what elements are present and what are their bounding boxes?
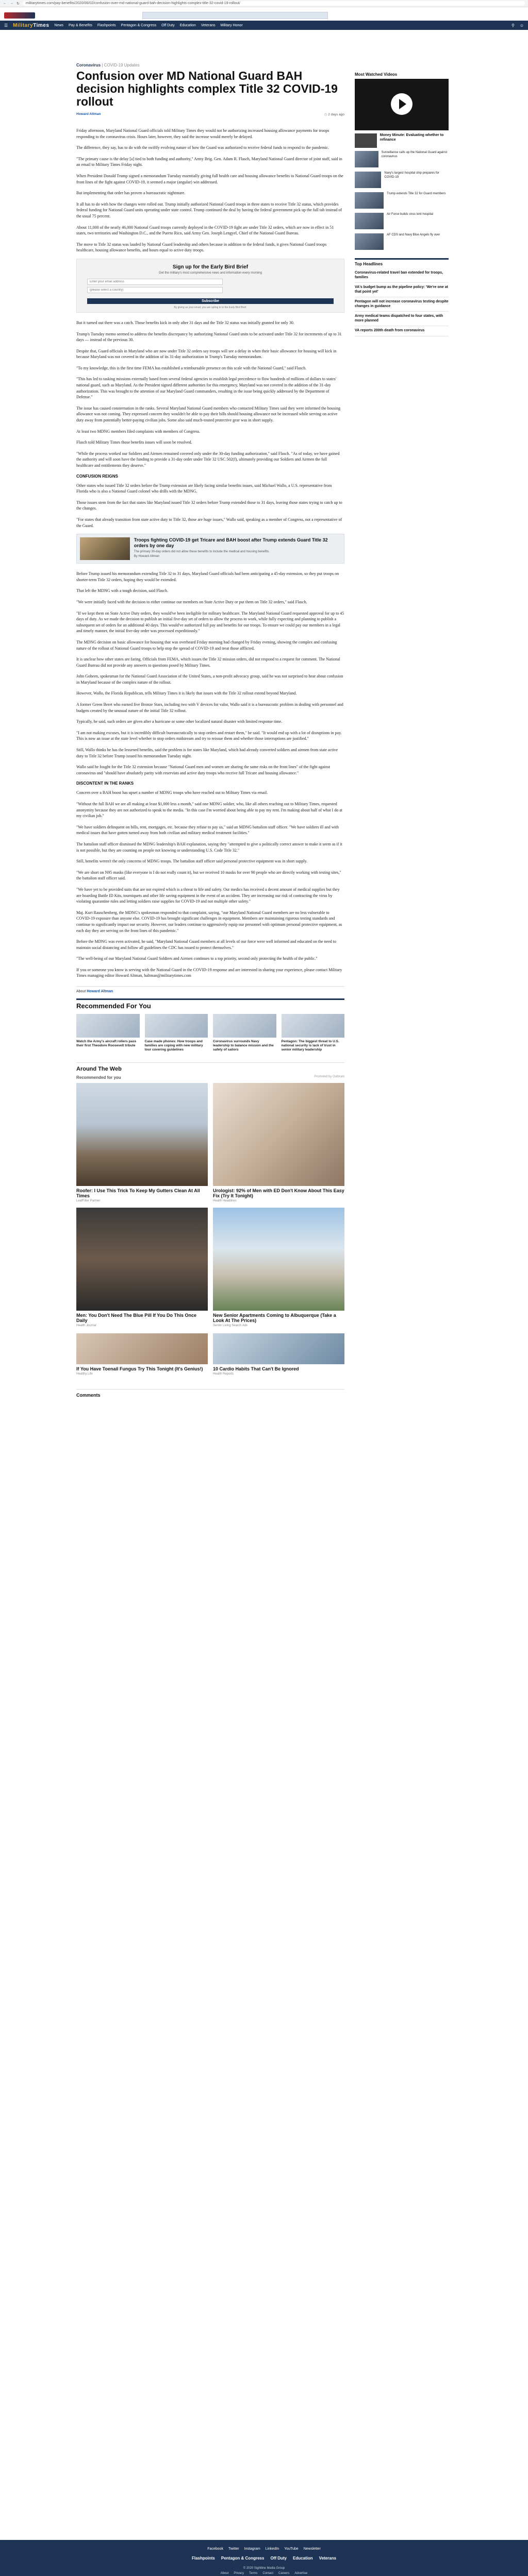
main-video-title[interactable]: Money Minute: Evaluating whether to refinance xyxy=(380,133,444,142)
publish-date-text: 2 days ago xyxy=(328,113,344,116)
copyright: © 2020 Sightline Media Group xyxy=(243,2567,285,2570)
about-author-link[interactable]: Howard Altman xyxy=(87,990,113,994)
video-list-item[interactable] xyxy=(355,192,449,209)
sponsored-title[interactable]: 10 Cardio Habits That Can't Be Ignored xyxy=(213,1366,299,1372)
footer-link-terms[interactable]: Terms xyxy=(249,2572,258,2575)
outbrain-label[interactable]: Promoted by Outbrain xyxy=(314,1075,344,1079)
article-paragraph: "While the process worked our Soldiers and Airmen remained covered only under the 30-day funding authorization," said Flasch. "As of today, we have gained the authority and will soon have the funding to provide a 31-day order under Title 32 USC 502(f), ultimately providing our Soldiers and Airmen the full healthcare and entitlements they deserve." xyxy=(76,451,340,468)
menu-icon[interactable]: ☰ xyxy=(4,23,8,28)
article-paragraph: "If we kept them on State Active Duty orders, they would've been ineligible for military healthcare. The Maryland National Guard requested approval for up to 45 days of duty. As we made the decision to publish an initial five-day set of orders to allow the process to work, while fully expecting and planning to publish a subsequent set of orders for an additional 40 days. This would've authorized full pay and benefits for our troops. To ensure we could pay our members in a legal and timely manner, the initial five-day order was processed expeditiously." xyxy=(76,611,344,634)
category-sub: | COVID-19 Updates xyxy=(102,63,140,67)
video-thumbnail[interactable] xyxy=(355,233,384,250)
main-video-thumbnail[interactable] xyxy=(355,133,377,148)
article-paragraph: Still, benefits weren't the only concerns of MDNG troops. The battalion staff officer said personal protective equipment was in short supply. xyxy=(76,859,308,864)
nav-item-military-honor[interactable]: Military Honor xyxy=(220,23,243,27)
article-paragraph: A former Green Beret who earned five Bronze Stars, including two with V devices for valor, Wallo said it is a bureaucratic problem in dealing with personnel and budgets created by the unusual nature of the initial Title 32 rollout. xyxy=(76,702,343,713)
footer-social-instagram[interactable]: Instagram xyxy=(244,2547,260,2551)
article-body-a xyxy=(76,128,344,253)
related-author: By Howard Altman xyxy=(134,555,160,558)
article-paragraph: Typically, he said, such orders are given after a hurricane or some other localized natural disaster with limited response time. xyxy=(76,719,283,724)
article-category[interactable] xyxy=(76,63,344,67)
video-title[interactable]: Trump extends Title 32 for Guard members xyxy=(387,192,446,195)
sponsored-source: Healthy Life xyxy=(76,1372,93,1376)
user-icon[interactable]: ☺ xyxy=(519,23,524,28)
around-the-web-heading: Around The Web xyxy=(76,1062,344,1072)
sponsored-item[interactable] xyxy=(213,1083,344,1202)
related-title[interactable]: Troops fighting COVID-19 get Tricare and BAH boost after Trump extends Guard Title 32 orders by one day xyxy=(134,537,328,549)
footer-social xyxy=(0,2540,528,2551)
nav-item-pay-benefits[interactable]: Pay & Benefits xyxy=(68,23,92,27)
recommended-caption[interactable]: Coronavirus surrounds Navy leadership to balance mission and the safety of sailors xyxy=(213,1040,274,1052)
sponsored-grid-2 xyxy=(76,1208,344,1327)
main-navigation xyxy=(0,21,528,30)
headline-item[interactable]: VA reports 200th death from coronavirus xyxy=(355,326,449,336)
video-thumbnail[interactable] xyxy=(355,151,378,167)
sponsored-title[interactable]: Urologist: 92% of Men with ED Don't Know About This Easy Fix (Try It Tonight) xyxy=(213,1188,344,1199)
article-paragraph: At least two MDNG members filed complaints with members of Congress. xyxy=(76,429,201,434)
sponsored-item[interactable] xyxy=(76,1083,208,1202)
footer-social-twitter[interactable]: Twitter xyxy=(228,2547,239,2551)
reload-icon[interactable]: ↻ xyxy=(16,2,20,6)
logo-part-a: Military xyxy=(13,22,34,28)
article-paragraph: However, Wallo, the Florida Republican, tells Military Times it is likely that issues with the Title 32 rollout extend beyond Maryland. xyxy=(76,691,297,696)
sponsored-image[interactable] xyxy=(76,1333,208,1364)
category-label[interactable]: Coronavirus xyxy=(76,63,101,67)
section-heading-discontent: DISCONTENT IN THE RANKS xyxy=(76,781,134,786)
article-paragraph: "We are short on N95 masks (like everyone is I do not really count it), but we received 10 masks for over 90 people who are directly working with testing sites," the battalion staff officer said. xyxy=(76,870,341,881)
back-icon[interactable]: ← xyxy=(3,2,7,5)
related-article-card[interactable] xyxy=(76,534,344,564)
article-paragraph: Concern over a BAH boost has upset a number of MDNG troops who have reached out to Military Times via email. xyxy=(76,790,268,795)
main-video-info[interactable] xyxy=(355,133,449,148)
browser-bar xyxy=(0,0,528,7)
article-paragraph: If you or someone you know is serving with the National Guard in the COVID-19 response and are interested in sharing your experience, please contact Military Times managing editor Howard Altman, haltman@militarytimes.com xyxy=(76,967,342,978)
address-bar[interactable]: militarytimes.com/pay-benefits/2020/06/02/confusion-over-md-national-guard-bah-decision-highlights-complex-title-32-covid-19-rollout/ xyxy=(23,1,525,6)
article-paragraph: "I am not making excuses, but it is incredibly difficult bureaucratically to stop orders and restart them," he said. "It would end up with a lot of disruptions in pay. This is now an issue at the state level whether to stop orders midstream and try to reissue them and whether those interruptions are justified." xyxy=(76,730,342,741)
article-body-b xyxy=(76,320,344,469)
sponsored-grid-3 xyxy=(76,1333,344,1376)
search-icon[interactable]: ⚲ xyxy=(511,23,515,28)
sponsored-image[interactable] xyxy=(76,1208,208,1311)
subscribe-button[interactable]: Subscribe xyxy=(87,298,334,304)
article-paragraph: "The primary cause is the delay [a] tied to both funding and authority," Army Brig. Gen. Adam R. Flasch, Maryland National Guard director of joint staff, said in an email to Military Times Friday night. xyxy=(76,156,342,167)
footer-social-linkedin[interactable]: LinkedIn xyxy=(265,2547,279,2551)
most-watched-heading: Most Watched Videos xyxy=(355,72,398,77)
publish-date xyxy=(324,112,344,116)
sponsored-source: Health Headlines xyxy=(213,1199,237,1203)
article-paragraph: But it turned out there was a catch. Those benefits kick in only after 31 days and the Title 32 status was initially granted for only 30. xyxy=(76,320,294,325)
recommended-item[interactable] xyxy=(76,1014,140,1052)
video-thumbnail[interactable] xyxy=(355,192,384,209)
about-label: About xyxy=(76,990,86,994)
article-paragraph: Before the MDNG was even activated, he said, "Maryland National Guard members at all levels of our force were well informed and educated on the need to maintain social distancing and follow all guidelines the CDC has issued to protect themselves." xyxy=(76,939,336,950)
article-paragraph: Those issues stem from the fact that states like Maryland issued Title 32 orders before Trump extended those to 31 days, leaving those states trying to catch up to the changes. xyxy=(76,500,342,511)
sponsored-item[interactable] xyxy=(213,1333,344,1376)
newsletter-terms: By giving us your email, you are opting in to the Early Bird Brief. xyxy=(174,306,247,309)
article-paragraph: "This has led to tasking missions externally based from several federal agencies to establish legal precedence to flow hundreds of millions of dollars to states' national guard, such as Maryland. As the President signed different authorities for this emergency, Maryland was not covered in the addition of the 31-day authorization. This was brought to the attention of our Maryland Guard commanders, resulting in the issue being quickly addressed by the Department of Defense." xyxy=(76,377,337,400)
article-paragraph: The difference, they say, has to do with the swiftly evolving nature of how the Guard was authorized to receive federal funds to respond to the pandemic. xyxy=(76,145,329,150)
logo-part-b: Times xyxy=(33,22,50,28)
footer-links xyxy=(0,2570,528,2575)
top-headlines xyxy=(355,258,449,336)
footer-social-facebook[interactable]: Facebook xyxy=(207,2547,223,2551)
site-footer xyxy=(0,2540,528,2576)
video-list-item[interactable] xyxy=(355,233,449,250)
masthead xyxy=(0,11,528,20)
nav-item-veterans[interactable]: Veterans xyxy=(201,23,216,27)
sponsored-source: Health Reports xyxy=(213,1372,234,1376)
video-title[interactable]: AF CDS and Navy Blue Angels fly over xyxy=(387,233,440,236)
article-paragraph: "For states that already transition from state active duty to Title 32, those are huge issues," Wallo said, speaking as a member of Congress, not a representative of the Guard. xyxy=(76,517,342,528)
article-paragraph: "We were initially faced with the decision to either continue our members on State Active Duty or put them on Title 32 orders," said Flasch. xyxy=(76,599,307,604)
recommended-heading: Recommended For You xyxy=(76,998,344,1010)
footer-link-careers[interactable]: Careers xyxy=(278,2572,290,2575)
article-paragraph: "To my knowledge, this is the first time FEMA has established a reimbursable presence on this scale with the National Guard," said Flasch. xyxy=(76,365,307,370)
nav-item-education[interactable]: Education xyxy=(179,23,196,27)
sponsored-grid-1 xyxy=(76,1083,344,1202)
recommended-item[interactable] xyxy=(282,1014,345,1052)
article-paragraph: Flasch told Military Times those benefits issues will soon be resolved. xyxy=(76,440,192,445)
recommended-item[interactable] xyxy=(213,1014,276,1052)
author-name[interactable]: Howard Altman xyxy=(76,112,101,116)
video-player[interactable] xyxy=(355,79,449,130)
footer-link-about[interactable]: About xyxy=(220,2572,229,2575)
article-body-d xyxy=(76,571,344,776)
about-author xyxy=(76,986,344,993)
byline xyxy=(76,112,344,116)
footer-link-veterans[interactable]: Veterans xyxy=(319,2556,337,2561)
article-paragraph: About 11,000 of the nearly 46,000 National Guard troops currently deployed in the COVID-19 fight are under Title 32 orders, which are now in effect in 51 states, two territories and Washington D.C., and the Puerto Rico, said Army Gen. Joseph Lengyel, Chief of the National Guard Bureau. xyxy=(76,225,334,236)
article-paragraph: Maj. Kurt Rauschenberg, the MDNG's spokesman responded to that complaint, saying, "our Maryland National Guard members are no less vulnerable to COVID-19 exposure than anyone else. COVID-19 has brought significant challenges in equipment. Members are maintaining rigorous testing standards and continue to significantly impact our security. However, our leaders continue to aggressively equip our personnel with optimum personal protective equipment, as each day they are serving on the front lines of this pandemic." xyxy=(76,910,342,933)
nav-item-off-duty[interactable]: Off Duty xyxy=(161,23,175,27)
recommended-grid xyxy=(76,1014,344,1052)
forward-icon[interactable]: → xyxy=(10,2,13,5)
recommended-item[interactable] xyxy=(145,1014,208,1052)
nav-item-news[interactable]: News xyxy=(54,23,63,27)
recommended-caption[interactable]: Watch the Army's aircraft rollers pass their first Theodore Roosevelt tribute xyxy=(76,1040,137,1048)
footer-social-newsletter[interactable]: Newsletter xyxy=(303,2547,321,2551)
article-title: Confusion over MD National Guard BAH decision highlights complex Title 32 COVID-19 rollout xyxy=(76,69,338,108)
video-thumbnail[interactable] xyxy=(355,172,381,188)
footer-link-pentagon[interactable]: Pentagon & Congress xyxy=(221,2556,265,2561)
article-paragraph: Friday afternoon, Maryland National Guard officials told Military Times they would not be authorizing increased housing allowance payments for troops responding to the coronavirus crisis. Hours later, however, they said the increase would merely be delayed. xyxy=(76,128,329,139)
newsletter-signup xyxy=(76,259,344,313)
article-paragraph: "The well-being of our Maryland National Guard Soldiers and Airmen continues to a top priority, second only protecting the health of the public." xyxy=(76,956,318,961)
sponsored-item[interactable] xyxy=(76,1208,208,1327)
recommended-caption[interactable]: Pentagon: The biggest threat to U.S. national security is lack of trust in senior military leadership xyxy=(281,1040,339,1052)
newsletter-subtitle: Get the military's most comprehensive news and information every morning xyxy=(159,271,262,275)
article-paragraph: Despite that, Guard officials in Maryland who are now under Title 32 orders say troops will see a delay in when their basic allowance for housing will kick in because Maryland was not covered in the addition of its 31-day authorization in Trump's Tuesday memorandum. xyxy=(76,348,337,360)
footer-link-contact[interactable]: Contact xyxy=(262,2572,274,2575)
sponsored-source: Senior Living Search Ads xyxy=(213,1324,248,1328)
top-ad-banner[interactable] xyxy=(142,12,328,19)
footer-link-off-duty[interactable]: Off Duty xyxy=(270,2556,287,2561)
nav-item-flashpoints[interactable]: Flashpoints xyxy=(97,23,116,27)
comments-heading[interactable]: Comments xyxy=(76,1389,344,1398)
recommended-thumbnail[interactable] xyxy=(145,1014,208,1038)
footer-social-youtube[interactable]: YouTube xyxy=(284,2547,299,2551)
sponsored-title[interactable]: Roofer: I Use This Trick To Keep My Gutters Clean At All Times xyxy=(76,1188,200,1199)
article-paragraph: John Goheen, spokesman for the National Guard Association of the United States, a non-profit advocacy group, said he was not surprised to hear about confusion in Maryland because of the complex nature of the rollout. xyxy=(76,674,343,685)
newsletter-title: Sign up for the Early Bird Brief xyxy=(172,264,249,270)
article-paragraph: That left the MDNG with a tough decision, said Flasch. xyxy=(76,588,168,594)
sponsored-image[interactable] xyxy=(213,1208,344,1311)
related-thumbnail[interactable] xyxy=(80,537,130,560)
sponsored-source: Health Journal xyxy=(76,1324,96,1328)
sponsored-title[interactable]: New Senior Apartments Coming to Albuquerque (Take a Look At The Prices) xyxy=(213,1313,336,1324)
headline-item[interactable]: Coronavirus-related travel ban extended for troops, families xyxy=(355,268,449,283)
article-paragraph: The issue has caused consternation in the ranks. Several Maryland National Guard members who contacted Military Times said they were informed the housing allowance was not coming. They expressed concern they wouldn't be able to pay their bills should housing allowance not be increased while serving on active duty away from potentially better-paying civilian jobs. Some also said much-touted protective gear was in short supply. xyxy=(76,405,341,423)
sponsored-image[interactable] xyxy=(213,1083,344,1186)
footer-link-advertise[interactable]: Advertise xyxy=(294,2572,308,2575)
site-logo[interactable] xyxy=(13,23,49,28)
article-paragraph: Wallo said he fought for the Title 32 extension because "National Guard men and women are sharing the same risks on the front lines" of the fight against coronavirus and "should have absolutely parity with reservists and active duty troops who receive full Tricare and housing allowance." xyxy=(76,765,331,775)
article-paragraph: The battalion staff officer dismissed the MDNG leadership's BAH explanation, saying they "attempted to give a politically correct answer to make it seem as if it is not possible, but they are counting on people not knowing or understanding U.S. Code Title 32." xyxy=(76,841,342,853)
recommended-thumbnail[interactable] xyxy=(282,1014,345,1038)
sponsored-image[interactable] xyxy=(213,1333,344,1364)
article-paragraph: "We have soldiers delinquent on bills, rent, mortgages, etc. because they refuse to pay us," said an MDNG battalion staff officer. "We have soldiers ill and with medical issues that have gotten turned away from both civilian and military medical treatment facilities." xyxy=(76,824,339,836)
footer-link-education[interactable]: Education xyxy=(293,2556,313,2561)
footer-sections xyxy=(0,2551,528,2561)
article-paragraph: "We have yet to be provided suits that are not expired which is a threat to life and safety. Our medics has received a decent amount of medical supplies but they are hoarding Battle ID Kits, tourniquets and other life saving equipment in the event of an accident. They are increasing our risk of contracting the virus by violating quarantine rules and letting soldiers raise supplies for COVID-19 and not multiple other safety." xyxy=(76,887,340,904)
related-text xyxy=(134,537,341,560)
play-icon[interactable] xyxy=(391,93,412,115)
related-subtitle: The primary 30-day orders did not allow these benefits to include the medical and housing benefits. xyxy=(134,550,270,554)
video-list-item[interactable] xyxy=(355,213,449,229)
video-thumbnail[interactable] xyxy=(355,213,384,229)
article-paragraph: Before Trump issued his memorandum extending Title 32 to 31 days, Maryland Guard officials had been anticipating a 45-day extension, so they put troops on shorter-term Title 32 orders, hoping they would be extended. xyxy=(76,571,339,582)
footer-link-privacy[interactable]: Privacy xyxy=(234,2572,244,2575)
article-main xyxy=(76,63,344,1398)
headline-item[interactable]: Army medical teams dispatched to four states, with more planned xyxy=(355,312,449,326)
country-select[interactable] xyxy=(87,287,223,293)
footer-link-flashpoints[interactable]: Flashpoints xyxy=(191,2556,215,2561)
video-title[interactable]: Surveillance calls up the National Guard against coronavirus xyxy=(381,151,448,158)
nav-item-pentagon[interactable]: Pentagon & Congress xyxy=(121,23,157,27)
article-paragraph: It is unclear how other states are faring. Officials from FEMA, which issues the Title 32 mission orders, did not respond to a request for comment. The National Guard Bureau did not provide any answers to questions posed by Military Times. xyxy=(76,657,340,668)
recommended-thumbnail[interactable] xyxy=(76,1014,140,1038)
article-paragraph: The move to Title 32 status was lauded by National Guard leadership and others because in addition to the federal funds, it gives National Guard troops healthcare, housing allowance benefits, and hours equal to active duty troops. xyxy=(76,242,327,253)
sponsored-item[interactable] xyxy=(213,1208,344,1327)
sponsored-source: LeafFilter Partner xyxy=(76,1199,101,1203)
article-paragraph: Still, Wallo thinks he has the lessened benefits, said the problem is for states like Maryland, which had already converted soldiers and airmen from state active duty to Title 32 before Trump issued his memorandum Tuesday night. xyxy=(76,748,338,758)
article-paragraph: The MDNG decision on basic allowance for housing that was overheard Friday morning had changed by Friday evening, showing the complex and confusing nature of the rollout of National Guard troops to help stop the spread of COVID-19 and treat those afflicted. xyxy=(76,639,337,651)
article-body-e xyxy=(76,790,344,979)
sidebar xyxy=(355,72,449,336)
video-list xyxy=(355,151,449,250)
video-title[interactable]: Air Force builds virus tent hospital xyxy=(387,213,434,216)
video-title[interactable]: Navy's largest hospital ship prepares for COVID-19 xyxy=(384,172,439,179)
article-paragraph: "Without the full BAH we are all making at least $1,000 less a month," said one MDNG soldier, who, like all others reaching out to Military Times, requested anonymity because they are not authorized to speak to the media. "In this case I'm worried about being able to pay my rent. I'm making about half of what I do at my civilian job." xyxy=(76,802,342,819)
article-paragraph: Other states who issued Title 32 orders before the Trump extension are likely facing similar benefits issues, said Michael Wallo, a U.S. representative from Florida who is also a National Guard colonel who drills with the MDNG. xyxy=(76,483,332,494)
brand-logo[interactable] xyxy=(4,12,35,19)
sponsored-title[interactable]: If You Have Toenail Fungus Try This Tonight (It's Genius!) xyxy=(76,1366,203,1372)
sponsored-title[interactable]: Men: You Don't Need The Blue Pill If You Do This Once Daily xyxy=(76,1313,196,1324)
sponsored-item[interactable] xyxy=(76,1333,208,1376)
article-body-c xyxy=(76,483,344,529)
video-list-item[interactable] xyxy=(355,172,449,188)
recommended-caption[interactable]: Case made phones: How troops and families are coping with new military tour covering guidelines xyxy=(144,1040,203,1052)
recommended-thumbnail[interactable] xyxy=(213,1014,276,1038)
headline-item[interactable]: VA's budget bump as the pipeline policy: 'We're one at that point yet' xyxy=(355,283,449,297)
section-heading-confusion: CONFUSION REIGNS xyxy=(76,473,118,479)
recommended-for-you-label: Recommended for you xyxy=(76,1075,121,1080)
top-headlines-heading: Top Headlines xyxy=(355,262,383,266)
article-paragraph: When President Donald Trump signed a memorandum Tuesday essentially giving full health care and housing allowance benefits to National Guard troops on the front lines of the fight against COVID-19, it seemed a major (angular) win addressed. xyxy=(76,173,343,184)
article-paragraph: Trump's Tuesday memo seemed to address the benefits discrepancy by authorizing National Guard units to be activated under Title 32 for increments of up to 31 days — instead of the previous 30. xyxy=(76,331,342,343)
sponsored-image[interactable] xyxy=(76,1083,208,1186)
video-list-item[interactable] xyxy=(355,151,449,167)
clock-icon: ◷ xyxy=(324,113,327,116)
article-paragraph: But implementing that order has proven a bureaucratic nightmare. xyxy=(76,191,186,196)
article-paragraph: It all has to do with how the changes were rolled out. Trump initially authorized National Guard troops in three states to receive Title 32 status, which provides federal funding for National Guard units operating under state control. Trump continued the deal by having the federal government pick up the full tab instead of the usual 75 percent. xyxy=(76,201,342,218)
email-input[interactable] xyxy=(87,279,223,285)
headline-item[interactable]: Pentagon will not increase coronavirus testing despite changes in guidance xyxy=(355,297,449,312)
recommended-for-you-bar xyxy=(76,1075,344,1080)
